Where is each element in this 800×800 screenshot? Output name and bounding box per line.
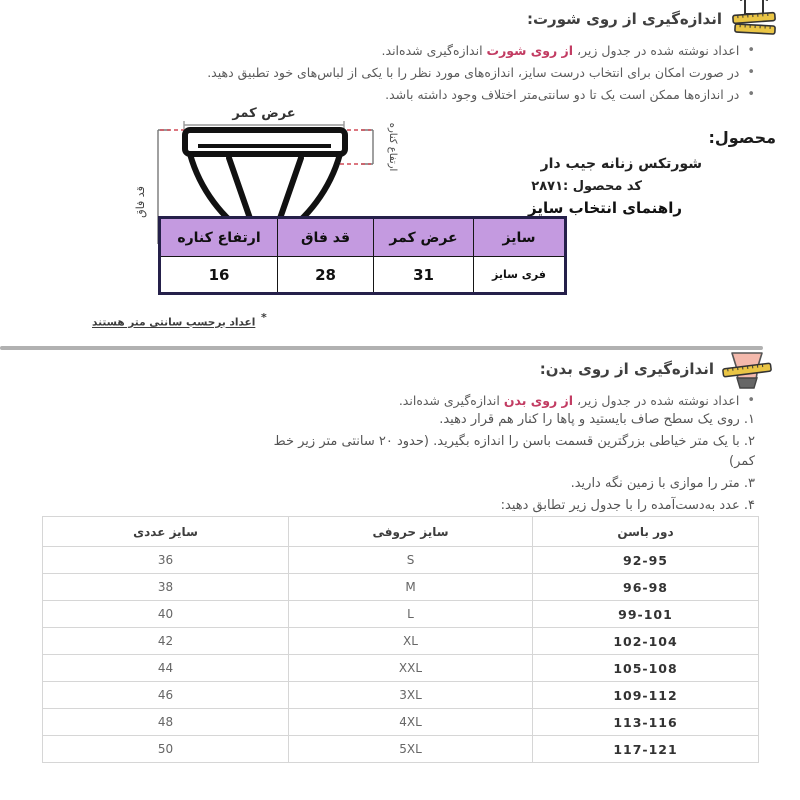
instruction-step: ۳. متر را موازی با زمین نگه دارید. xyxy=(570,476,755,491)
garment-with-measuring-tape-icon xyxy=(730,0,778,38)
diagram-waist-width-label: عرض کمر xyxy=(232,106,296,121)
bullet-text-post: اندازه‌گیری شده‌اند. xyxy=(381,43,487,58)
table-row xyxy=(160,257,566,294)
bullet-text-highlight: از روی بدن xyxy=(503,393,574,408)
cell-side-height: 16 xyxy=(160,257,278,294)
section-body-title: اندازه‌گیری از روی بدن: xyxy=(539,360,714,378)
cell-numeric-size: 36 xyxy=(43,547,289,574)
list-item xyxy=(43,390,755,412)
bullet-dot-icon: • xyxy=(747,43,755,58)
torso-with-measuring-tape-icon xyxy=(722,350,772,390)
bullet-text xyxy=(399,390,740,412)
bullet-dot-icon: • xyxy=(747,87,755,102)
table-row xyxy=(43,655,759,682)
table-row xyxy=(43,628,759,655)
table-row xyxy=(43,574,759,601)
col-header-letter-size: سایز حروفی xyxy=(289,517,533,547)
section-body-bullets xyxy=(43,390,755,412)
col-header-hip: دور باسن xyxy=(533,517,759,547)
col-header-numeric-size: سایز عددی xyxy=(43,517,289,547)
product-code xyxy=(531,179,642,194)
cell-hip: 92-95 xyxy=(533,547,759,574)
diagram-rise-label: قد فاق xyxy=(134,186,147,218)
cell-hip: 99-101 xyxy=(533,601,759,628)
bullet-text-pre: اعداد نوشته شده در جدول زیر، xyxy=(573,43,740,58)
table-row xyxy=(43,601,759,628)
cell-letter-size: 4XL xyxy=(289,709,533,736)
diagram-side-height-label: ارتفاع کناره xyxy=(387,122,398,172)
cell-letter-size: XL xyxy=(289,628,533,655)
bullet-text-highlight: از روی شورت xyxy=(486,43,574,58)
section-shorts-title: اندازه‌گیری از روی شورت: xyxy=(526,10,722,28)
col-header-side-height: ارتفاع کناره xyxy=(160,218,278,257)
product-name: شورتکس زنانه جیب دار xyxy=(540,156,702,172)
instruction-step: ۱. روی یک سطح صاف بایستید و پاها را کنار هم قرار دهید. xyxy=(439,412,755,427)
table-row xyxy=(43,682,759,709)
bullet-dot-icon: • xyxy=(747,393,755,408)
cell-letter-size: 3XL xyxy=(289,682,533,709)
body-size-table xyxy=(42,516,759,763)
footnote-text: اعداد برحسب سانتی متر هستند xyxy=(92,316,256,329)
instruction-step: ۲. با یک متر خیاطی بزرگترین قسمت باسن را اندازه بگیرید. (حدود ۲۰ سانتی متر زیر خط کمر) xyxy=(273,434,755,469)
bullet-text: در اندازه‌ها ممکن است یک تا دو سانتی‌متر اختلاف وجود داشته باشد. xyxy=(385,87,740,102)
col-header-rise: قد فاق xyxy=(278,218,374,257)
table-row xyxy=(43,547,759,574)
cell-numeric-size: 50 xyxy=(43,736,289,763)
cell-letter-size: L xyxy=(289,601,533,628)
list-item xyxy=(43,40,755,62)
list-item xyxy=(43,62,755,84)
bullet-text-pre: اعداد نوشته شده در جدول زیر، xyxy=(573,393,740,408)
cell-waist-width: 31 xyxy=(374,257,474,294)
bullet-text-post: اندازه‌گیری شده‌اند. xyxy=(398,393,504,408)
instruction-step: ۴. عدد به‌دست‌آمده را با جدول زیر تطابق دهید: xyxy=(500,498,755,513)
shorts-size-table xyxy=(158,216,567,295)
body-measure-instructions xyxy=(273,410,755,518)
cell-letter-size: 5XL xyxy=(289,736,533,763)
table-header-row xyxy=(160,218,566,257)
cell-numeric-size: 46 xyxy=(43,682,289,709)
cell-numeric-size: 40 xyxy=(43,601,289,628)
cell-size: فری سایز xyxy=(474,257,566,294)
table-header-row xyxy=(43,517,759,547)
cell-hip: 102-104 xyxy=(533,628,759,655)
product-label: محصول: xyxy=(708,128,776,147)
bullet-text: در صورت امکان برای انتخاب درست سایز، اندازه‌های مورد نظر را با یکی از لباس‌های خود تطبیق دهید. xyxy=(207,65,740,80)
section-divider xyxy=(0,346,763,350)
cell-numeric-size: 42 xyxy=(43,628,289,655)
product-code-label: کد محصول : xyxy=(563,179,642,194)
cell-hip: 105-108 xyxy=(533,655,759,682)
list-item xyxy=(43,84,755,106)
cell-letter-size: M xyxy=(289,574,533,601)
product-code-value: ۲۸۷۱ xyxy=(531,179,564,194)
bullet-text xyxy=(382,40,740,62)
centimeter-footnote xyxy=(92,311,267,329)
cell-letter-size: S xyxy=(289,547,533,574)
cell-hip: 117-121 xyxy=(533,736,759,763)
table-row xyxy=(43,736,759,763)
col-header-waist-width: عرض کمر xyxy=(374,218,474,257)
cell-numeric-size: 38 xyxy=(43,574,289,601)
bullet-dot-icon: • xyxy=(747,65,755,80)
cell-rise: 28 xyxy=(278,257,374,294)
cell-hip: 113-116 xyxy=(533,709,759,736)
section-shorts-bullets xyxy=(43,40,755,106)
cell-letter-size: XXL xyxy=(289,655,533,682)
size-guide-title: راهنمای انتخاب سایز xyxy=(528,199,682,217)
cell-numeric-size: 44 xyxy=(43,655,289,682)
cell-hip: 109-112 xyxy=(533,682,759,709)
table-row xyxy=(43,709,759,736)
cell-numeric-size: 48 xyxy=(43,709,289,736)
col-header-size: سایز xyxy=(474,218,566,257)
asterisk-marker: * xyxy=(261,311,267,324)
cell-hip: 96-98 xyxy=(533,574,759,601)
